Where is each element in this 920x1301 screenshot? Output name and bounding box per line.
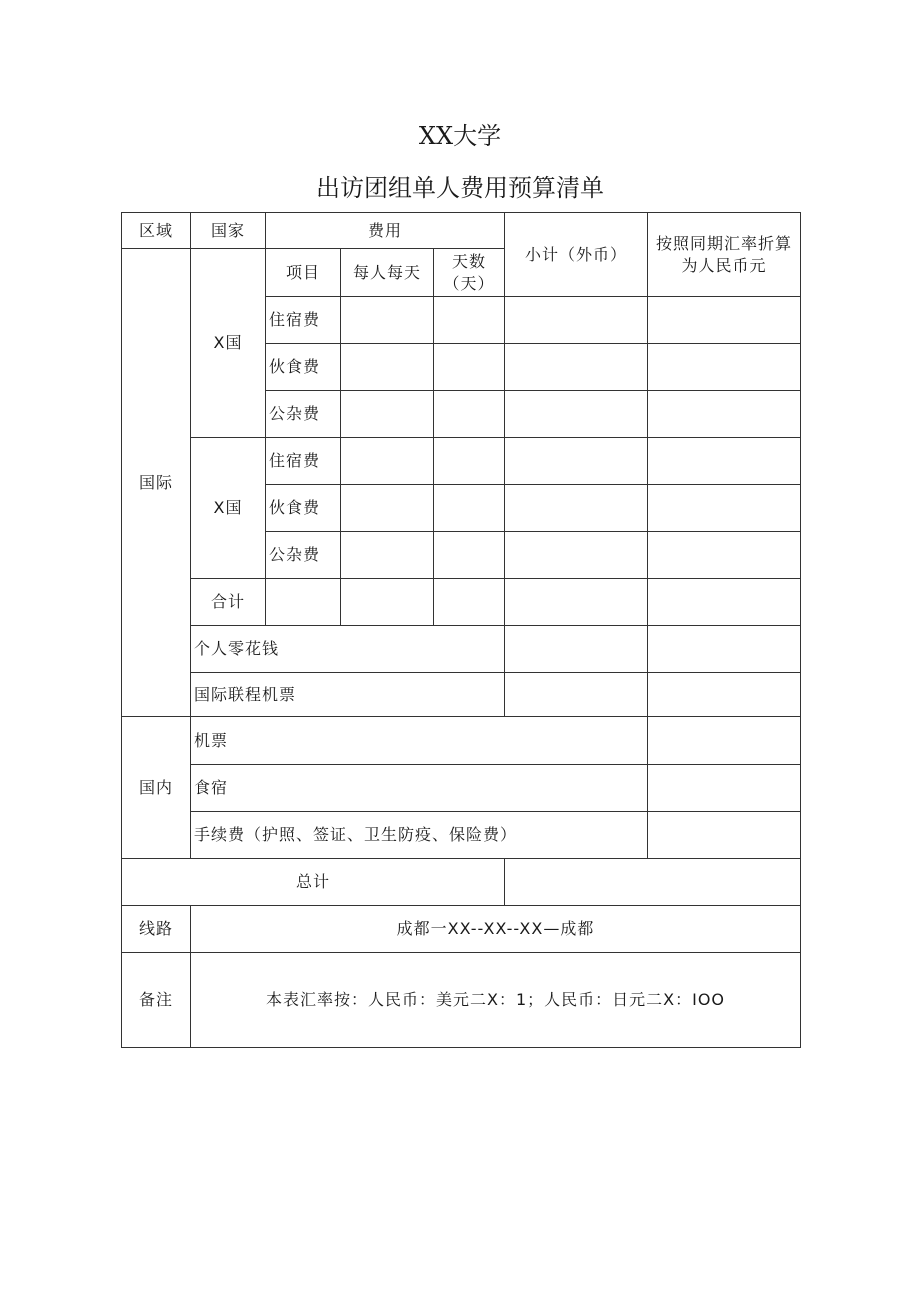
item-label: 公杂费 (266, 532, 341, 579)
item-label: 住宿费 (266, 438, 341, 485)
cell-subtotal[interactable] (505, 579, 648, 626)
route-label: 线路 (122, 906, 191, 953)
cell-rmb[interactable] (648, 812, 801, 859)
cell-per-day[interactable] (341, 485, 434, 532)
item-label: 伙食费 (266, 485, 341, 532)
pocket-money-label: 个人零花钱 (191, 626, 505, 673)
cell-per-day[interactable] (341, 438, 434, 485)
cell-rmb[interactable] (648, 485, 801, 532)
header-per-person-per-day: 每人每天 (341, 249, 434, 297)
cell-subtotal[interactable] (505, 438, 648, 485)
cell-rmb[interactable] (648, 297, 801, 344)
cell-subtotal[interactable] (505, 297, 648, 344)
cell-per-day[interactable] (341, 391, 434, 438)
cell-subtotal[interactable] (505, 673, 648, 717)
cell-days[interactable] (434, 344, 505, 391)
cell-per-day[interactable] (341, 297, 434, 344)
cell-grand-total[interactable] (505, 859, 801, 906)
table-row (122, 579, 801, 626)
cell-per-day[interactable] (341, 579, 434, 626)
intl-ticket-label: 国际联程机票 (191, 673, 505, 717)
cell-days[interactable] (434, 579, 505, 626)
header-region: 区域 (122, 213, 191, 249)
table-row (122, 438, 801, 485)
cell-days[interactable] (434, 485, 505, 532)
budget-table (121, 212, 801, 1048)
table-row (122, 717, 801, 765)
header-days: 天数（天） (434, 249, 505, 297)
cell-per-day[interactable] (341, 532, 434, 579)
domestic-item-label: 食宿 (191, 765, 648, 812)
intl-total-label: 合计 (191, 579, 266, 626)
table-row (122, 765, 801, 812)
country-1: X国 (191, 249, 266, 438)
header-country: 国家 (191, 213, 266, 249)
domestic-item-label: 机票 (191, 717, 648, 765)
table-row (122, 906, 801, 953)
item-label: 伙食费 (266, 344, 341, 391)
cell-rmb[interactable] (648, 717, 801, 765)
remarks-value: 本表汇率按：人民币：美元二X：1；人民币：日元二X：IOO (191, 953, 801, 1048)
item-label: 住宿费 (266, 297, 341, 344)
cell-days[interactable] (434, 438, 505, 485)
table-row (122, 626, 801, 673)
region-international: 国际 (122, 249, 191, 717)
cell-days[interactable] (434, 391, 505, 438)
cell-rmb[interactable] (648, 579, 801, 626)
cell-days[interactable] (434, 532, 505, 579)
cell-rmb[interactable] (648, 673, 801, 717)
domestic-item-label: 手续费（护照、签证、卫生防疫、保险费） (191, 812, 648, 859)
table-row (122, 673, 801, 717)
cell-rmb[interactable] (648, 438, 801, 485)
cell-rmb[interactable] (648, 532, 801, 579)
cell-per-day[interactable] (341, 344, 434, 391)
cell-subtotal[interactable] (505, 344, 648, 391)
cell-rmb[interactable] (648, 626, 801, 673)
remarks-label: 备注 (122, 953, 191, 1048)
country-2: X国 (191, 438, 266, 579)
cell-subtotal[interactable] (505, 485, 648, 532)
cell-days[interactable] (434, 297, 505, 344)
header-subtotal: 小计（外币） (505, 213, 648, 297)
cell-subtotal[interactable] (505, 532, 648, 579)
grand-total-label: 总计 (122, 859, 505, 906)
cell-rmb[interactable] (648, 344, 801, 391)
cell-subtotal[interactable] (505, 626, 648, 673)
header-rmb: 按照同期汇率折算为人民币元 (648, 213, 801, 297)
cell-subtotal[interactable] (505, 391, 648, 438)
table-row (122, 812, 801, 859)
header-cost: 费用 (266, 213, 505, 249)
university-title: XX大学 (418, 122, 502, 150)
cell-rmb[interactable] (648, 391, 801, 438)
cell-rmb[interactable] (648, 765, 801, 812)
document-title: 出访团组单人费用预算清单 (316, 174, 604, 202)
region-domestic: 国内 (122, 717, 191, 859)
header-item: 项目 (266, 249, 341, 297)
table-row (122, 859, 801, 906)
cell-item[interactable] (266, 579, 341, 626)
table-row (122, 953, 801, 1048)
route-value: 成都一XX--XX--XX—成都 (191, 906, 801, 953)
item-label: 公杂费 (266, 391, 341, 438)
